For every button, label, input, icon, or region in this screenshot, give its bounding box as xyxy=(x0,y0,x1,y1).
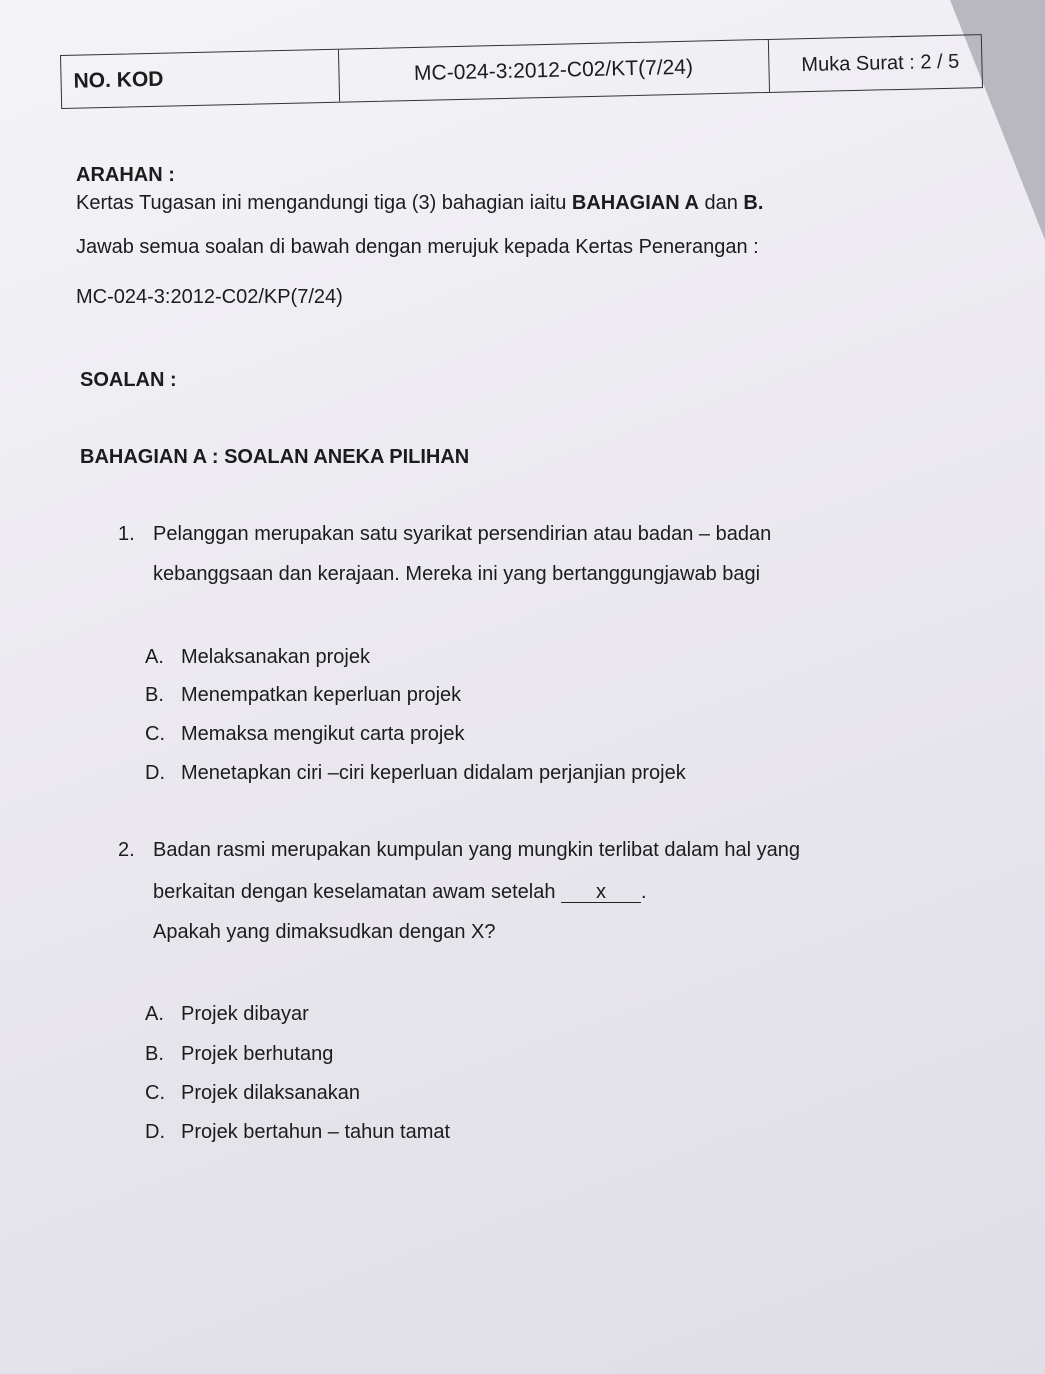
header-table xyxy=(60,34,983,109)
kod-value: MC-024-3:2012-C02/KT(7/24) xyxy=(338,40,770,102)
question-2-number: 2. xyxy=(118,839,135,861)
question-2-line-2-prefix: berkaitan dengan keselamatan awam setelah xyxy=(153,881,562,903)
arahan-line-3: MC-024-3:2012-C02/KP(7/24) xyxy=(76,286,343,308)
q2-option-c-letter: C. xyxy=(145,1082,165,1104)
q2-option-d-text: Projek bertahun – tahun tamat xyxy=(181,1121,451,1143)
soalan-title: SOALAN : xyxy=(80,369,177,391)
question-1-number: 1. xyxy=(118,523,135,545)
arahan-line-1-suffix: dan xyxy=(698,192,744,214)
question-1-line-2: kebanggsaan dan kerajaan. Mereka ini yang bertanggungjawab bagi xyxy=(153,563,761,585)
question-2-line-3: Apakah yang dimaksudkan dengan X? xyxy=(153,921,496,943)
answer-blank: x xyxy=(561,882,641,903)
q1-option-b-letter: B. xyxy=(145,684,164,706)
q1-option-d-text: Menetapkan ciri –ciri keperluan didalam perjanjian projek xyxy=(181,762,686,784)
q2-option-d-letter: D. xyxy=(145,1121,165,1143)
q1-option-d-letter: D. xyxy=(145,762,165,784)
q1-option-c-letter: C. xyxy=(145,723,165,745)
arahan-line-2: Jawab semua soalan di bawah dengan merujuk kepada Kertas Penerangan : xyxy=(76,236,759,258)
q2-option-a-letter: A. xyxy=(145,1003,164,1025)
arahan-line-1-bold2: B. xyxy=(743,192,764,214)
kod-label: NO. KOD xyxy=(61,50,340,108)
arahan-line-1-prefix: Kertas Tugasan ini mengandungi tiga (3) bahagian iaitu xyxy=(76,192,572,214)
arahan-line-1-bold: BAHAGIAN A xyxy=(571,192,699,214)
question-1-line-1: Pelanggan merupakan satu syarikat persendirian atau badan – badan xyxy=(153,523,772,545)
question-2-line-2-suffix: . xyxy=(641,881,647,903)
q2-option-c-text: Projek dilaksanakan xyxy=(181,1082,360,1104)
q2-option-b-text: Projek berhutang xyxy=(181,1043,334,1065)
q1-option-a-letter: A. xyxy=(145,646,164,668)
question-2-line-2 xyxy=(153,882,647,903)
q2-option-b-letter: B. xyxy=(145,1043,164,1065)
section-title: BAHAGIAN A : SOALAN ANEKA PILIHAN xyxy=(80,446,470,468)
q1-option-c-text: Memaksa mengikut carta projek xyxy=(181,723,465,745)
question-2-line-1: Badan rasmi merupakan kumpulan yang mungkin terlibat dalam hal yang xyxy=(153,839,801,861)
arahan-title: ARAHAN : xyxy=(76,164,175,186)
arahan-line-1 xyxy=(76,193,763,213)
muka-surat: Muka Surat : 2 / 5 xyxy=(801,50,960,76)
q1-option-b-text: Menempatkan keperluan projek xyxy=(181,684,462,706)
q1-option-a-text: Melaksanakan projek xyxy=(181,646,370,668)
q2-option-a-text: Projek dibayar xyxy=(181,1003,309,1025)
